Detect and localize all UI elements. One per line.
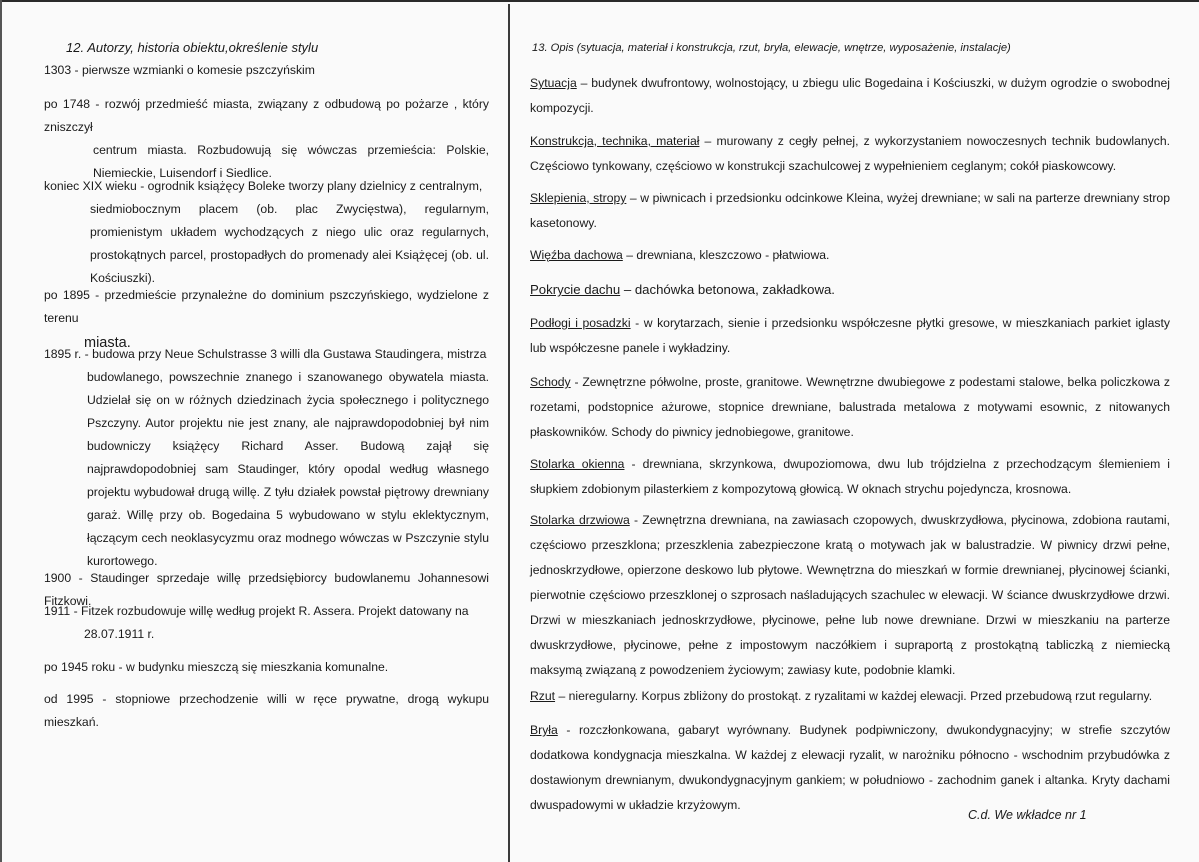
desc-term: Bryła: [530, 723, 558, 737]
desc-sklepienia: [530, 186, 1170, 236]
desc-term: Stolarka drzwiowa: [530, 513, 630, 527]
desc-text: - Zewnętrzne półwolne, proste, granitowe. Wewnętrzne dwubiegowe z podestami stalowe, belka policzkowa z rozetami, podstopnice ażurowe, stopnice drewniane, balustrada metalowa z motywami esownic, z nitowanych płaskowników. Schody do piwnicy jednobiegowe, granitowe.: [530, 375, 1170, 439]
section-13-heading: 13. Opis (sytuacja, materiał i konstrukcja, rzut, bryła, elewacje, wnętrze, wyposażenie, instalacje): [532, 42, 1011, 54]
desc-pokrycie: [530, 277, 1170, 302]
entry-text: po 1945 roku - w budynku mieszczą się mieszkania komunalne.: [44, 660, 389, 674]
entry-text: 1900 - Staudinger sprzedaje willę przedsiębiorcy budowlanemu Johannesowi Fitzkowi.: [44, 571, 489, 608]
column-divider: [508, 4, 510, 862]
desc-term: Rzut: [530, 689, 556, 703]
entry-first-line: po 1895 - przedmieście przynależne do dominium pszczyńskiego, wydzielone z terenu: [44, 288, 489, 325]
entry-text: 1303 - pierwsze wzmianki o komesie pszczyńskim: [44, 63, 315, 77]
scan-edge-left: [0, 0, 2, 862]
desc-text: – nieregularny. Korpus zbliżony do prostokąt. z ryzalitami w każdej elewacji. Przed przebudową rzut regularny.: [555, 689, 1153, 703]
desc-text: – budynek dwufrontowy, wolnostojący, u zbiegu ulic Bogedaina i Kościuszki, w dużym ogrodzie o swobodnej kompozycji.: [530, 76, 1170, 115]
desc-term: Pokrycie dachu: [530, 282, 621, 297]
history-entry-1748: [44, 93, 489, 185]
desc-bryla: [530, 718, 1170, 818]
history-entry-xix: [44, 175, 489, 290]
desc-term: Podłogi i posadzki: [530, 316, 631, 330]
desc-text: - drewniana, skrzynkowa, dwupoziomowa, dwu lub trójdzielna z przechodzącym ślemieniem i słupkiem zdobionym pilasterkiem z kompozytową głowicą. W oknach strychu pojedyncza, krosnowa.: [530, 457, 1170, 496]
desc-stolarka-drzwiowa: [530, 508, 1170, 683]
history-entry-1995: [44, 688, 489, 734]
entry-text: od 1995 - stopniowe przechodzenie willi w ręce prywatne, drogą wykupu mieszkań.: [44, 692, 489, 729]
desc-podlogi: [530, 311, 1170, 361]
desc-konstrukcja: [530, 129, 1170, 179]
entry-first-line: 1911 - Fitzek rozbudowuje willę według projekt R. Assera. Projekt datowany na: [44, 604, 469, 618]
history-entry-1303: [44, 59, 489, 82]
history-entry-1945: [44, 656, 489, 679]
desc-term: Stolarka okienna: [530, 457, 625, 471]
history-entry-1911: [44, 600, 489, 646]
entry-continuation: siedmiobocznym placem (ob. plac Zwycięstwa), regularnym, promienistym układem wychodzących z niego ulic oraz regularnych, prostokątnych parcel, prostopadłych do promenady alei Książęcej (ob. ul. Kościuszki).: [90, 202, 489, 285]
desc-term: Sytuacja: [530, 76, 577, 90]
desc-rzut: [530, 684, 1170, 709]
desc-sytuacja: [530, 71, 1170, 121]
section-12-heading: 12. Autorzy, historia obiektu,określenie stylu: [66, 40, 319, 55]
scan-edge-top: [0, 0, 1199, 2]
desc-text: - w korytarzach, sienie i przedsionku współczesne płytki gresowe, w mieszkaniach parkiet iglasty lub współczesne panele i wykładziny.: [530, 316, 1170, 355]
history-entry-1895-budowa: [44, 343, 489, 573]
desc-term: Schody: [530, 375, 571, 389]
desc-text: - rozczłonkowana, gabaryt wyrównany. Budynek podpiwniczony, dwukondygnacyjny; w strefie szczytów dodatkowa kondygnacja mieszkalna. W każdej z elewacji ryzalit, w narożniku północno - wschodnim przybudówka z dostawionym drewnianym, dwukondygnacyjnym gankiem; w południowo - zachodnim ganek i altanka. Kryty dachami dwuspadowymi w układzie krzyżowym.: [530, 723, 1170, 812]
desc-term: Więźba dachowa: [530, 248, 623, 262]
desc-term: Konstrukcja, technika, materiał: [530, 134, 700, 148]
desc-text: - Zewnętrzna drewniana, na zawiasach czopowych, dwuskrzydłowa, płycinowa, zdobiona rautami, częściowo przeszklona; przeszklenia zabezpieczone kratą o motywach jak w balustradzie. W piwnicy drzwi pełne, jednoskrzydłowe, opierzone deskowo lub płytowe. Wewnętrzna do mieszkań w formie drewnianej, płycinowej ścianki, pierwotnie częściowo przeszklonej o szprosach naśladujących szachulec w elewacji. W ściance dwuskrzydłowe drzwi. Drzwi w mieszkaniach jednoskrzydłowe, płycinowe, pełne lub nowe drewniane. Drzwi w mieszkaniu na parterze dwuskrzydłowe, płycinowe, pełne z impostowym naczółkiem i supraportą z prostokątną tabliczką z niemiecką maksymą związaną z powodzeniem życiowym; zawiasy kute, podobnie klamki.: [530, 513, 1170, 677]
entry-continuation: 28.07.1911 r.: [84, 627, 155, 641]
entry-first-line: 1895 r. - budowa przy Neue Schulstrasse 3 willi dla Gustawa Staudingera, mistrza: [44, 347, 487, 361]
entry-first-line: koniec XIX wieku - ogrodnik książęcy Boleke tworzy plany dzielnicy z centralnym,: [44, 179, 483, 193]
entry-continuation: budowlanego, powszechnie znanego i szanowanego obywatela miasta. Udzielał się on w różnych dziedzinach życia społecznego i politycznego Pszczyny. Autor projektu nie jest znany, ale najprawdopodobniej był nim budowniczy książęcy Richard Asser. Budową zajął się najprawdopodobniej sam Staudinger, który opodal według własnego projektu wybudował drugą willę. Z tyłu działek powstał piętrowy drewniany garaż. Willę przy ob. Bogedaina 5 wybudowano w stylu eklektycznym, łączącym cech neoklasycyzmu oraz modnego wówczas w Pszczynie stylu kurortowego.: [87, 370, 489, 568]
continuation-note: C.d. We wkładce nr 1: [968, 808, 1087, 822]
desc-text: – dachówka betonowa, zakładkowa.: [620, 282, 835, 297]
desc-text: – drewniana, kleszczowo - płatwiowa.: [622, 248, 830, 262]
desc-text: – w piwnicach i przedsionku odcinkowe Kleina, wyżej drewniane; w sali na parterze drewniany strop kasetonowy.: [530, 191, 1170, 230]
entry-continuation: miasta.: [84, 335, 131, 351]
desc-text: – murowany z cegły pełnej, z wykorzystaniem nowoczesnych technik budowlanych. Częściowo tynkowany, częściowo w konstrukcji szachulcowej z wypełnieniem ceglanym; cokół piaskowcowy.: [530, 134, 1170, 173]
entry-first-line: po 1748 - rozwój przedmieść miasta, związany z odbudową po pożarze , który zniszczył: [44, 97, 489, 134]
entry-continuation: centrum miasta. Rozbudowują się wówczas przemieścia: Polskie, Niemieckie, Luisendorf i Siedlice.: [93, 143, 489, 180]
desc-term: Sklepienia, stropy: [530, 191, 627, 205]
desc-stolarka-okienna: [530, 452, 1170, 502]
desc-schody: [530, 370, 1170, 445]
desc-wiezba: [530, 243, 1170, 268]
